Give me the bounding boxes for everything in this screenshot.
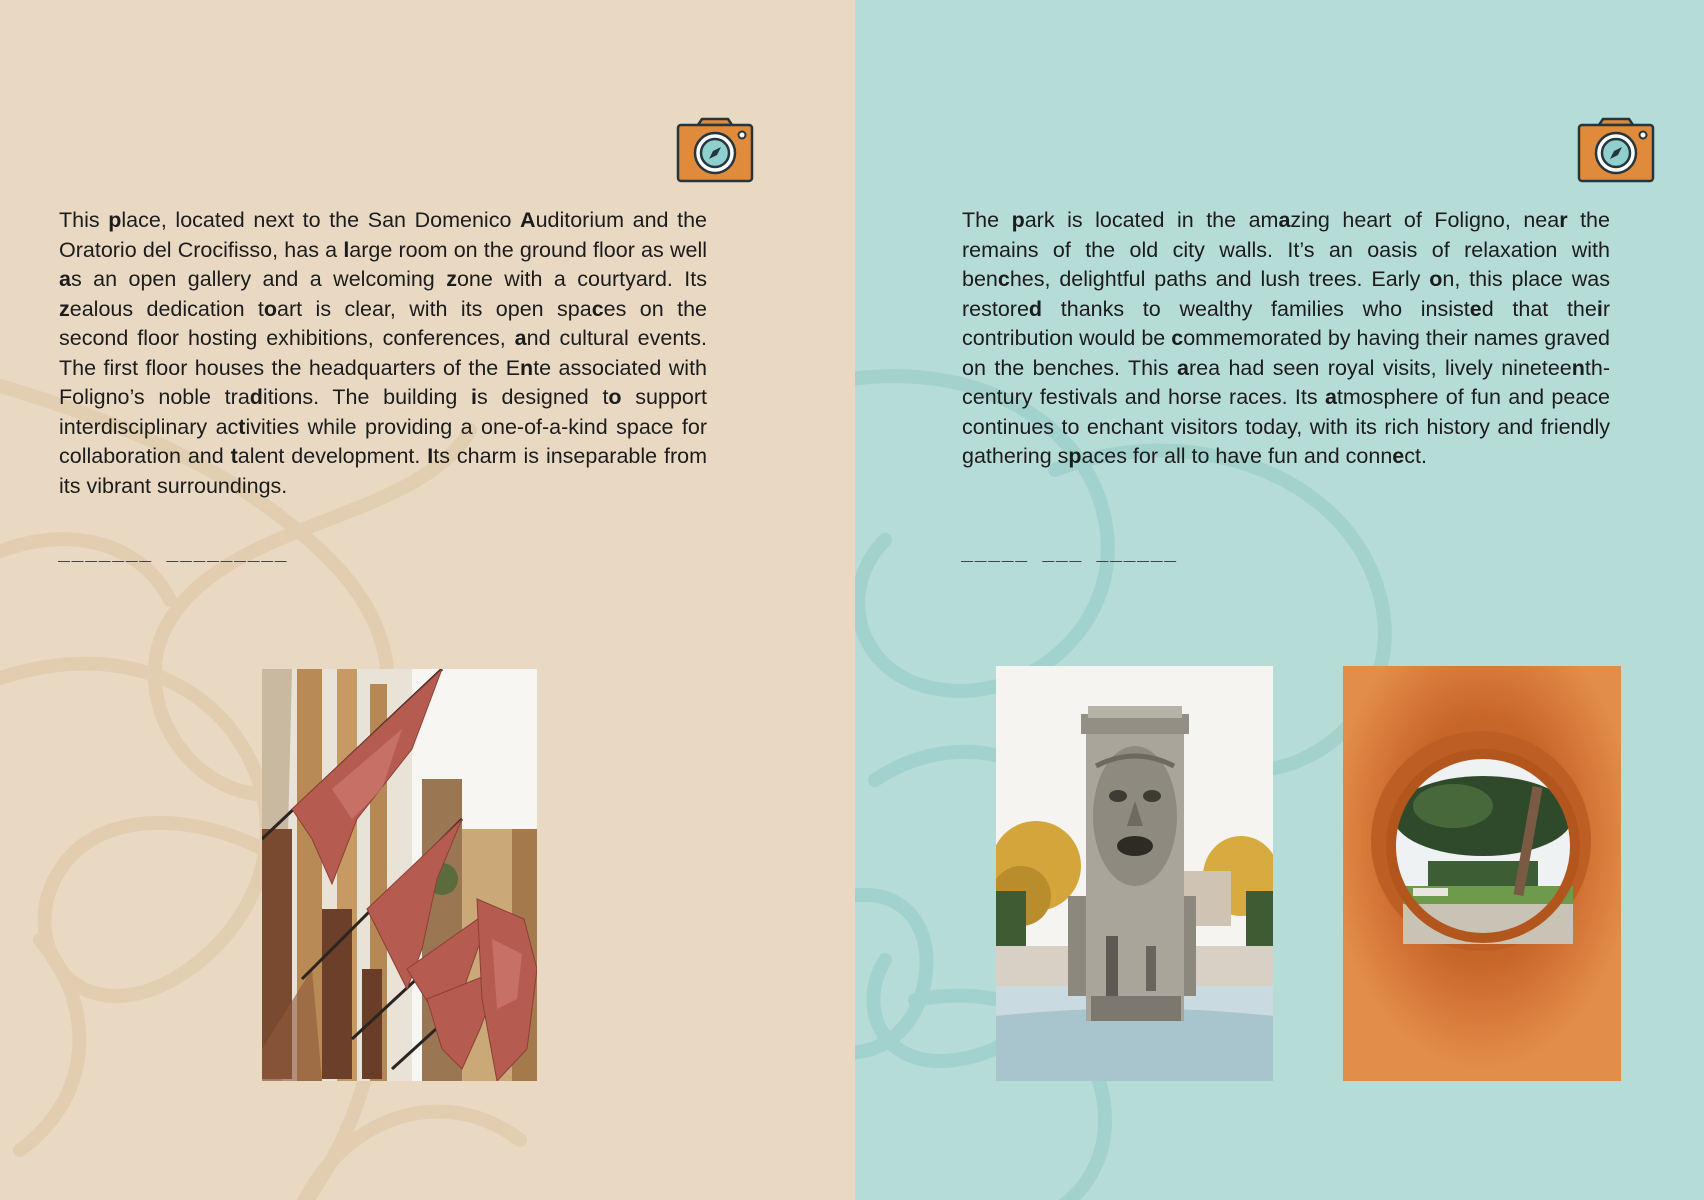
highlighted-letter: d [1028,296,1043,321]
text-run: rea had seen royal visits, lively ninetee [1188,355,1572,380]
highlighted-letter: i [1596,296,1603,321]
highlighted-letter: p [108,208,122,232]
highlighted-letter: a [59,267,71,291]
camera-icon [1577,117,1655,183]
text-run: The [962,208,1012,232]
highlighted-letter: c [1171,326,1184,350]
text-run: ommemorated by having their names graved on the benches. This [962,326,1610,380]
text-run: ct. [1404,444,1427,468]
text-run: support interdisciplinary ac [59,385,707,439]
highlighted-letter: d [249,385,263,409]
flags-street-photo [262,669,537,1081]
text-run: es on the second floor hosting exhibitions, conferences, [59,296,707,350]
text-run: This [59,208,109,232]
text-run: thanks to wealthy families who insist [1042,296,1470,321]
highlighted-letter: e [1392,444,1405,468]
text-run: r contribution would be [962,296,1611,350]
highlighted-letter: z [446,267,457,291]
text-run: te associated with Foligno’s noble tra [59,355,708,409]
text-run: zing heart of Foligno, nea [1290,208,1560,232]
text-run: alent development. [237,444,428,468]
text-run: th-century festivals and horse races. Its [962,355,1610,409]
highlighted-letter: o [608,385,622,409]
highlighted-letter: i [471,385,477,409]
camera-icon [676,117,754,183]
highlighted-letter: I [427,444,434,468]
text-run: hes, delightful paths and lush trees. Early [1009,267,1430,291]
highlighted-letter: A [520,208,536,232]
text-run: ts charm is inseparable from its vibrant surroundings. [59,444,708,498]
highlighted-letter: a [1278,208,1291,232]
text-run: s an open gallery and a welcoming [70,267,447,291]
highlighted-letter: e [1469,296,1482,321]
text-run: ealous dedication t [69,296,264,321]
highlighted-letter: z [59,296,70,321]
highlighted-letter: o [263,296,278,321]
text-run: n, this place was restore [962,267,1610,321]
text-run: art is clear, with its open spa [277,296,592,321]
highlighted-letter: n [520,355,534,380]
answer-blanks: _______ _________ [58,538,289,562]
highlighted-letter: p [1068,444,1082,468]
highlighted-letter: n [1571,355,1585,380]
highlighted-letter: t [230,444,238,468]
highlighted-letter: r [1559,208,1568,232]
text-run: ivities while providing a one-of-a-kind space for collaboration and [59,414,707,468]
highlighted-letter: p [1011,208,1025,232]
right-paragraph [962,206,1610,472]
answer-blanks: _____ ___ ______ [961,538,1178,562]
text-run: lace, located next to the San Domenico [121,208,521,232]
left-paragraph [59,206,707,501]
highlighted-letter: l [343,237,350,262]
highlighted-letter: t [238,414,246,439]
right-page [855,0,1704,1200]
text-run: tmosphere of fun and peace continues to enchant visitors today, with its rich history and friendly gathering s [962,385,1610,468]
fountain-mask-photo [996,666,1273,1081]
highlighted-letter: c [997,267,1010,291]
text-run: aces for all to have fun and conn [1081,444,1393,468]
text-run: one with a courtyard. Its [456,267,707,291]
highlighted-letter: a [1177,355,1189,380]
highlighted-letter: o [1429,267,1443,291]
round-hole-park-photo [1343,666,1621,1081]
text-run: itions. The building [262,385,472,409]
text-run: ark is located in the am [1024,208,1279,232]
highlighted-letter: a [514,326,527,350]
highlighted-letter: c [591,296,604,321]
text-run: arge room on the ground floor as well [349,237,707,262]
text-run: nd cultural events. The first floor houses the headquarters of the E [59,326,707,380]
highlighted-letter: a [1324,385,1337,409]
text-run: the remains of the old city walls. It’s an oasis of relaxation with ben [962,208,1610,291]
text-run: d that the [1481,296,1597,321]
text-run: uditorium and the Oratorio del Crocifisso, has a [59,208,708,262]
text-run: s designed t [477,385,609,409]
